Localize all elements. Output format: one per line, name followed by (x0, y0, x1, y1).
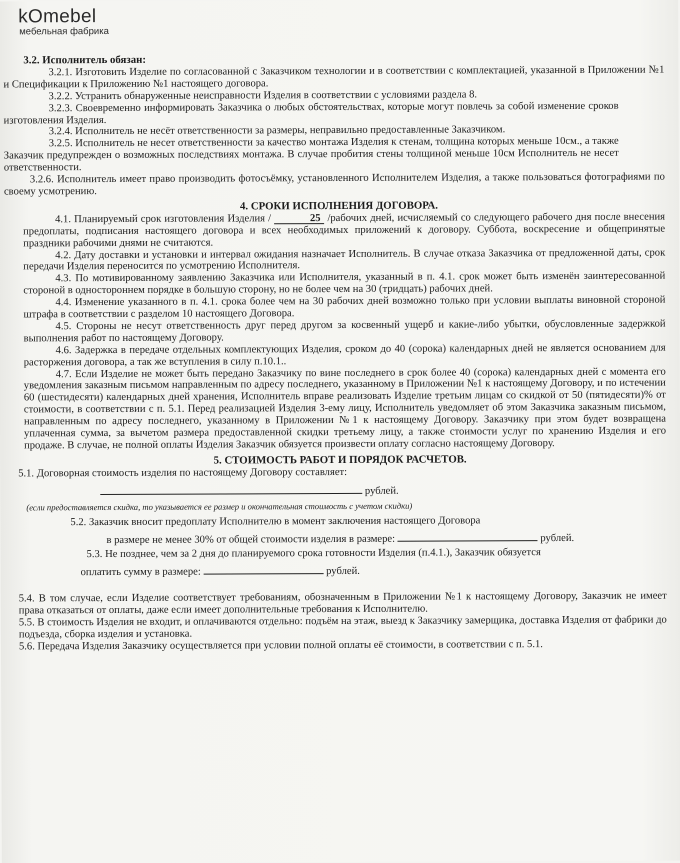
clause-5-5: 5.5. В стоимость Изделия не входит, и оплачиваются отдельно: подъём на этаж, выезд к Заказчику замерщика, доставка Изделия от фабрики до подъезда, сборка изделия и установка. (18, 614, 667, 641)
clause-5-6: 5.6. Передача Изделия Заказчику осуществляется при условии полной оплаты её стоимости, в соответствии с п. 5.1. (18, 638, 543, 653)
clause-5-2-line-1: 5.2. Заказчик вносит предоплату Исполнителю в момент заключения настоящего Договора (70, 515, 481, 528)
clause-5-4: 5.4. В том случае, если Изделие соответствует требованиям, обозначенным в Приложении №1 к настоящему Договору, Заказчик не имеет права отказаться от оплаты, даже если имеет дополнительные требования к Исполнителю. (18, 590, 667, 617)
clause-5-1: 5.1. Договорная стоимость изделия по настоящему Договору составляет: (18, 466, 348, 480)
clause-5-3-line-2: оплатить сумму в размере: рублей. (1, 562, 680, 580)
clause-5-3-line-1: 5.3. Не позднее, чем за 2 дня до планируемого срока готовности Изделия (п.4.1.), Заказчик обязуется (86, 547, 541, 561)
clause-4-4: 4.4. Изменение указанного в п. 4.1. срока более чем на 30 рабочих дней возможно только при условии выплаты виновной стороной штрафа в соответствии с разделом 10 настоящего Договора. (23, 294, 666, 321)
clause-3-2-3: 3.2.3. Своевременно информировать Заказчика о любых обстоятельствах, которые могут повлечь за собой изменение сроков изготовления Изделия. (3, 100, 619, 126)
clause-4-5: 4.5. Стороны не несут ответственность друг перед другом за косвенный ущерб и какие-либо убытки, обусловленные задержкой выполнения работ по настоящему Договору. (23, 318, 666, 345)
total-price-field (100, 483, 362, 495)
clause-4-2: 4.2. Дату доставки и установки и интервал ожидания назначает Исполнитель. В случае отказа Заказчика от предложенной даты, срок передачи Изделия переносится по усмотрению Исполнителя. (23, 247, 666, 273)
production-days-field: 25 (274, 213, 324, 224)
clause-4-7: 4.7. Если Изделие не может быть передано Заказчику по вине последнего в срок более 40 (сорока) календарных дней с момента его уведомления заказным письмом направленным по адресу последнего, указанному в Приложении №1 к настоящему Договору, и по истечении 60 (шестидесяти) календарных дней хранения, Исполнитель вправе реализовать Изделие третьим лицам со скидкой от 50 (пятидесяти)% от стоимости, в соответствии с п. 5.1. Перед реализацией Изделия 3-ему лицу, Исполнитель уведомляет об этом Заказчика заказным письмом, направленным по адресу последнего, указанному в Приложении №1 к настоящему Договору. Заказчику при этом будет возвращена уплаченная сумма, за вычетом размера предоставленной скидки третьему лицу, а также стоимости услуг по хранению Изделия и его продаже. В случае, не полной оплаты Изделия Заказчик обязуется произвести оплату согласно настоящему Договору. (23, 366, 667, 452)
logo-mark: k (18, 6, 29, 28)
clause-4-6: 4.6. Задержка в передаче отдельных комплектующих Изделия, сроком до 40 (сорока) календарных дней не является основанием для расторжения договора, а так же вступления в силу п.10.1.. (23, 342, 666, 369)
document-body (0, 53, 680, 654)
final-payment-field (203, 563, 323, 575)
prepayment-amount-field (398, 530, 538, 542)
clause-4-3: 4.3. По мотивированному заявлению Заказчика или Исполнителя, указанный в п. 4.1. срок может быть изменён заинтересованной стороной в одностороннем порядке в большую сторону, но не более чем на 30 (тридцать) рабочих дней. (23, 270, 666, 297)
clause-3-2-5: 3.2.5. Исполнитель не несет ответственности за качество монтажа Изделия к стенам, толщина которых меньше 10см., а также Заказчик предупрежден о возможных последствиях монтажа. В случае пробития стены толщиной меньше 10см Исполнитель не несет ответственности. (3, 136, 619, 174)
clause-3-2-1: 3.2.1. Изготовить Изделие по согласованной с Заказчиком технологии и в соответствии с комплектацией, указанной в Приложении №1 и Спецификации к Приложению №1 настоящего договора. (3, 64, 665, 91)
clause-5-1-price-line: рублей. (0, 481, 680, 499)
logo-name: Omebel (27, 6, 97, 28)
clause-5-1-note: (если предоставляется скидка, то указывается ее размер и окончательная стоимость с учетом скидки) (26, 500, 413, 512)
clause-5-2-line-2: в размере не менее 30% от общей стоимости изделия в размере: рублей. (0, 529, 680, 547)
clause-4-1: 4.1. Планируемый срок изготовления Изделия / 25 /рабочих дней, исчисляемый со следующего рабочего дня после внесения предоплаты, подписания настоящего договора и всех необходимых приложений к договору. Суббота, воскресение и общепринятые праздники рабочими днями не считаются. (23, 211, 666, 249)
clause-3-2-6: 3.2.6. Исполнитель имеет право производить фотосъёмку, установленного Исполнителем Изделия, а также пользоваться фотографиями по своему усмотрению. (3, 171, 665, 198)
clause-3-2-4: 3.2.4. Исполнитель не несёт ответственности за размеры, неправильно предоставленные Заказчиком. (48, 124, 506, 138)
company-logo (18, 7, 109, 37)
section-4-title: 4. СРОКИ ИСПОЛНЕНИЯ ДОГОВОРА. (239, 199, 439, 213)
section-3-2-heading: 3.2. Исполнитель обязан: (23, 53, 146, 67)
clause-3-2-2: 3.2.2. Устранить обнаруженные неисправности Изделия в соответствии с условиями раздела 8. (48, 89, 478, 102)
logo-subtitle: мебельная фабрика (19, 26, 109, 38)
section-5-title: 5. СТОИМОСТЬ РАБОТ И ПОРЯДОК РАСЧЕТОВ. (213, 453, 467, 467)
